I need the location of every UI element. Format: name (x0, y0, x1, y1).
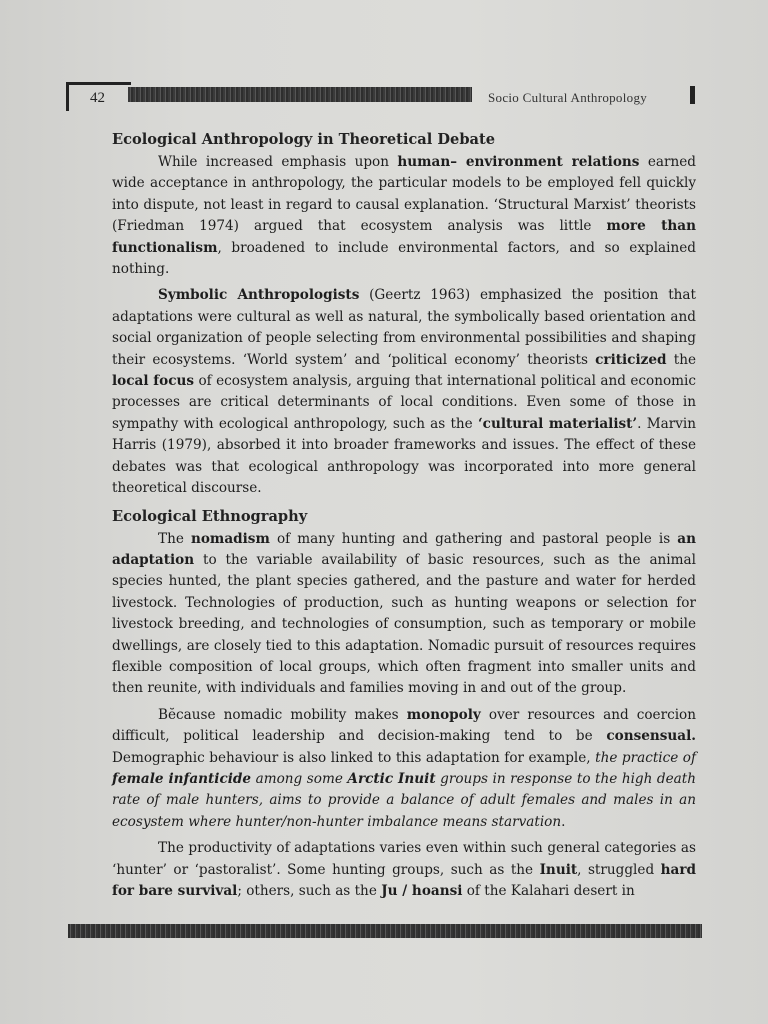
text: Bĕcause nomadic mobility makes (158, 706, 407, 723)
text: earned wide acceptance in anthropology, the particular models to be employed fell quickly into dispute, not least in regard to causal explanation. ‘Structural Marxist’ theorists (Friedman 1974) argued that ecosystem analysis was little (112, 154, 696, 235)
text: While increased emphasis upon (158, 154, 398, 170)
bold-term: human– environment relations (397, 154, 640, 170)
bold-term: consensual. (606, 728, 696, 745)
text: the (666, 351, 696, 368)
bold-term: Ju / hoansi (381, 883, 463, 899)
text: ; others, such as the (237, 883, 382, 899)
bold-term: hard for bare survival (112, 861, 696, 899)
footer-decorative-bar (68, 924, 702, 938)
text: of many hunting and gathering and pastoral people is (269, 530, 678, 547)
running-title: Socio Cultural Anthropology (488, 90, 648, 105)
bold-term: monopoly (406, 706, 481, 723)
paragraph (112, 285, 696, 499)
bold-term: more than functionalism (112, 218, 696, 256)
italic-text: groups in response to the high death rate of male hunters, aims to provide a balance of adult females and males in an ecosystem where hunter/non-hunter imbalance means starvation (112, 770, 696, 830)
paragraph (112, 838, 696, 902)
paragraph (112, 705, 696, 833)
section-heading-theoretical-debate: Ecological Anthropology in Theoretical Debate (112, 131, 496, 148)
italic-text: among some (251, 770, 348, 787)
bold-term: nomadism (190, 530, 270, 547)
text: , broadened to include environmental factors, and so explained nothing. (112, 239, 696, 278)
text: of ecosystem analysis, arguing that international political and economic processes are critical determinants of local conditions. Even some of those in sympathy with ecological anthropology, such as the (112, 373, 696, 432)
text: . (561, 813, 566, 830)
text: The productivity of adaptations varies even within such general categories as ‘hunter’ or ‘pastoralist’. Some hunting groups, such as the (112, 840, 696, 878)
text: of the Kalahari desert in (462, 883, 635, 899)
bold-italic-term: female infanticide (112, 770, 252, 787)
bold-italic-term: Arctic Inuit (347, 770, 436, 787)
section-heading-ecological-ethnography: Ecological Ethnography (112, 507, 308, 525)
bold-term: Symbolic Anthropologists (158, 287, 360, 304)
text: The (158, 530, 191, 547)
text: , struggled (577, 861, 661, 878)
text: over resources and coercion difficult, political leadership and decision-making tend to be (112, 706, 696, 745)
header-end-mark (690, 86, 695, 104)
text: . Marvin Harris (1979), absorbed it into broader frameworks and issues. The effect of these debates was that ecological anthropology was incorporated into more general theoretical discourse. (112, 415, 697, 497)
bold-term: local focus (112, 373, 195, 390)
text: Demographic behaviour is also linked to this adaptation for example, (112, 749, 596, 766)
bold-term: an adaptation (112, 530, 696, 568)
text: to the variable availability of basic resources, such as the animal species hunted, the plant species gathered, and the pasture and water for herded livestock. Technologies of production, such as hunting weapons or selection for livestock breeding, and technologies of consumption, such as temporary or mobile dwellings, are closely tied to this adaptation. Nomadic pursuit of resources requires flexible composition of local groups, which often fragment into smaller units and then reunite, with individuals and families moving in and out of the group. (112, 551, 696, 697)
italic-text: the practice of (595, 749, 697, 766)
bold-term: Inuit (539, 861, 578, 878)
page-number: 42 (90, 90, 105, 106)
text: (Geertz 1963) emphasized the position that adaptations were cultural as well as natural, the symbolically based orientation and social organization of people selecting from environmental possibilities and shaping their ecosystems. ‘World system’ and ‘political economy’ theorists (112, 287, 696, 368)
paragraph (112, 152, 696, 280)
page-content (112, 128, 696, 907)
bold-term: criticized (595, 351, 667, 368)
header-decorative-bar (128, 87, 472, 102)
paragraph (112, 529, 696, 700)
bold-term: ‘cultural materialist’ (477, 415, 638, 432)
